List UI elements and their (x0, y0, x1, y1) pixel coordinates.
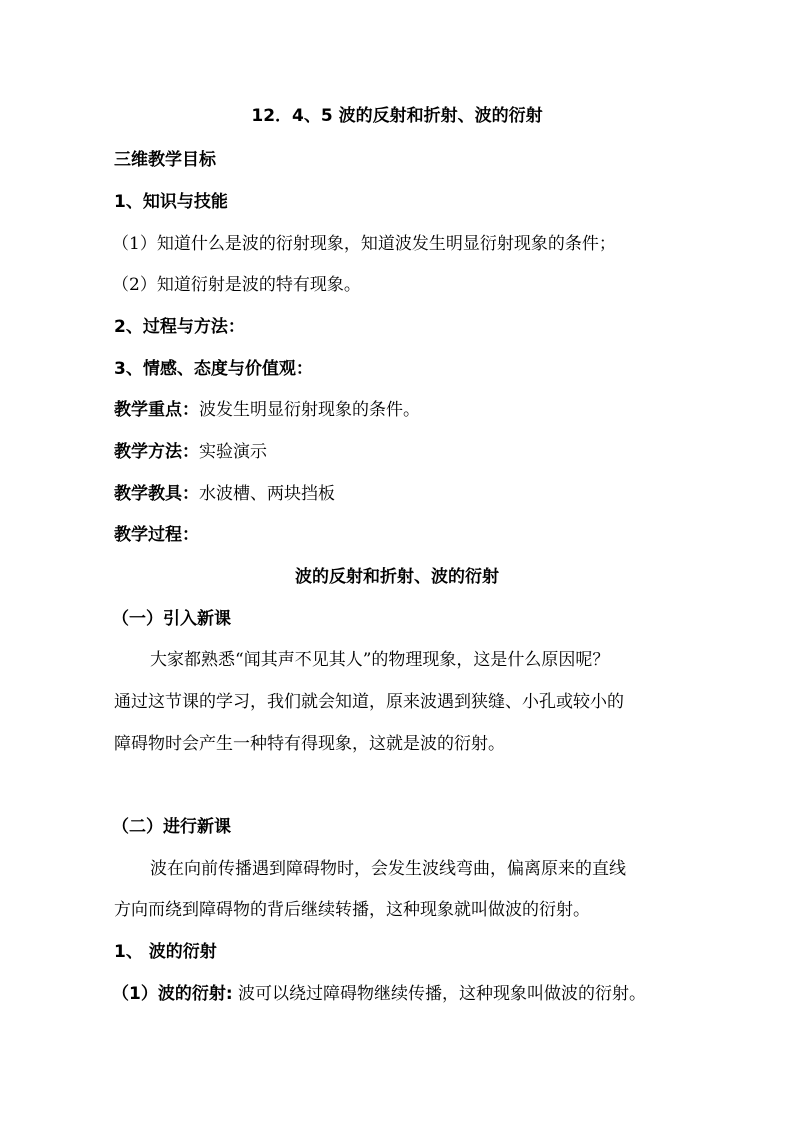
teaching-tools (114, 482, 335, 506)
diffraction-section-heading: 1、 波的衍射 (114, 942, 217, 962)
teaching-focus (114, 398, 420, 422)
intro-heading: （一）引入新课 (112, 609, 231, 629)
new-lesson-heading: （二）进行新课 (112, 817, 231, 837)
intro-paragraph-line-2: 通过这节课的学习，我们就会知道，原来波遇到狭缝、小孔或较小的 (114, 692, 624, 712)
teaching-method-label: 教学方法： (114, 442, 199, 462)
teaching-tools-label: 教学教具： (114, 484, 199, 504)
knowledge-item-1: （1）知道什么是波的衍射现象，知道波发生明显衍射现象的条件； (112, 234, 616, 254)
attitude-values-heading: 3、情感、态度与价值观： (114, 359, 313, 379)
diffraction-definition-text: 波可以绕过障碍物继续传播，这种现象叫做波的衍射。 (232, 984, 647, 1004)
document-title: 12．4、5 波的反射和折射、波的衍射 (251, 106, 543, 126)
teaching-process-heading: 教学过程： (114, 525, 199, 545)
intro-paragraph-line-3: 障碍物时会产生一种特有得现象，这就是波的衍射。 (114, 734, 505, 754)
new-lesson-paragraph-line-2: 方向而绕到障碍物的背后继续转播，这种现象就叫做波的衍射。 (114, 900, 590, 920)
knowledge-item-2: （2）知道衍射是波的特有现象。 (112, 275, 361, 295)
teaching-method-text: 实验演示 (199, 442, 267, 462)
goals-heading: 三维教学目标 (114, 150, 216, 170)
process-method-heading: 2、过程与方法： (114, 317, 245, 337)
teaching-tools-text: 水波槽、两块挡板 (199, 484, 335, 504)
teaching-focus-label: 教学重点： (114, 400, 199, 420)
intro-paragraph-line-1: 大家都熟悉“闻其声不见其人”的物理现象，这是什么原因呢？ (150, 650, 610, 670)
section-subtitle: 波的反射和折射、波的衍射 (295, 567, 499, 587)
new-lesson-paragraph-line-1: 波在向前传播遇到障碍物时，会发生波线弯曲，偏离原来的直线 (150, 859, 626, 879)
diffraction-definition-label: （1）波的衍射: (112, 984, 233, 1004)
teaching-focus-text: 波发生明显衍射现象的条件。 (199, 400, 420, 420)
knowledge-skills-heading: 1、知识与技能 (114, 192, 228, 212)
teaching-method (114, 440, 267, 464)
diffraction-definition (112, 982, 646, 1006)
